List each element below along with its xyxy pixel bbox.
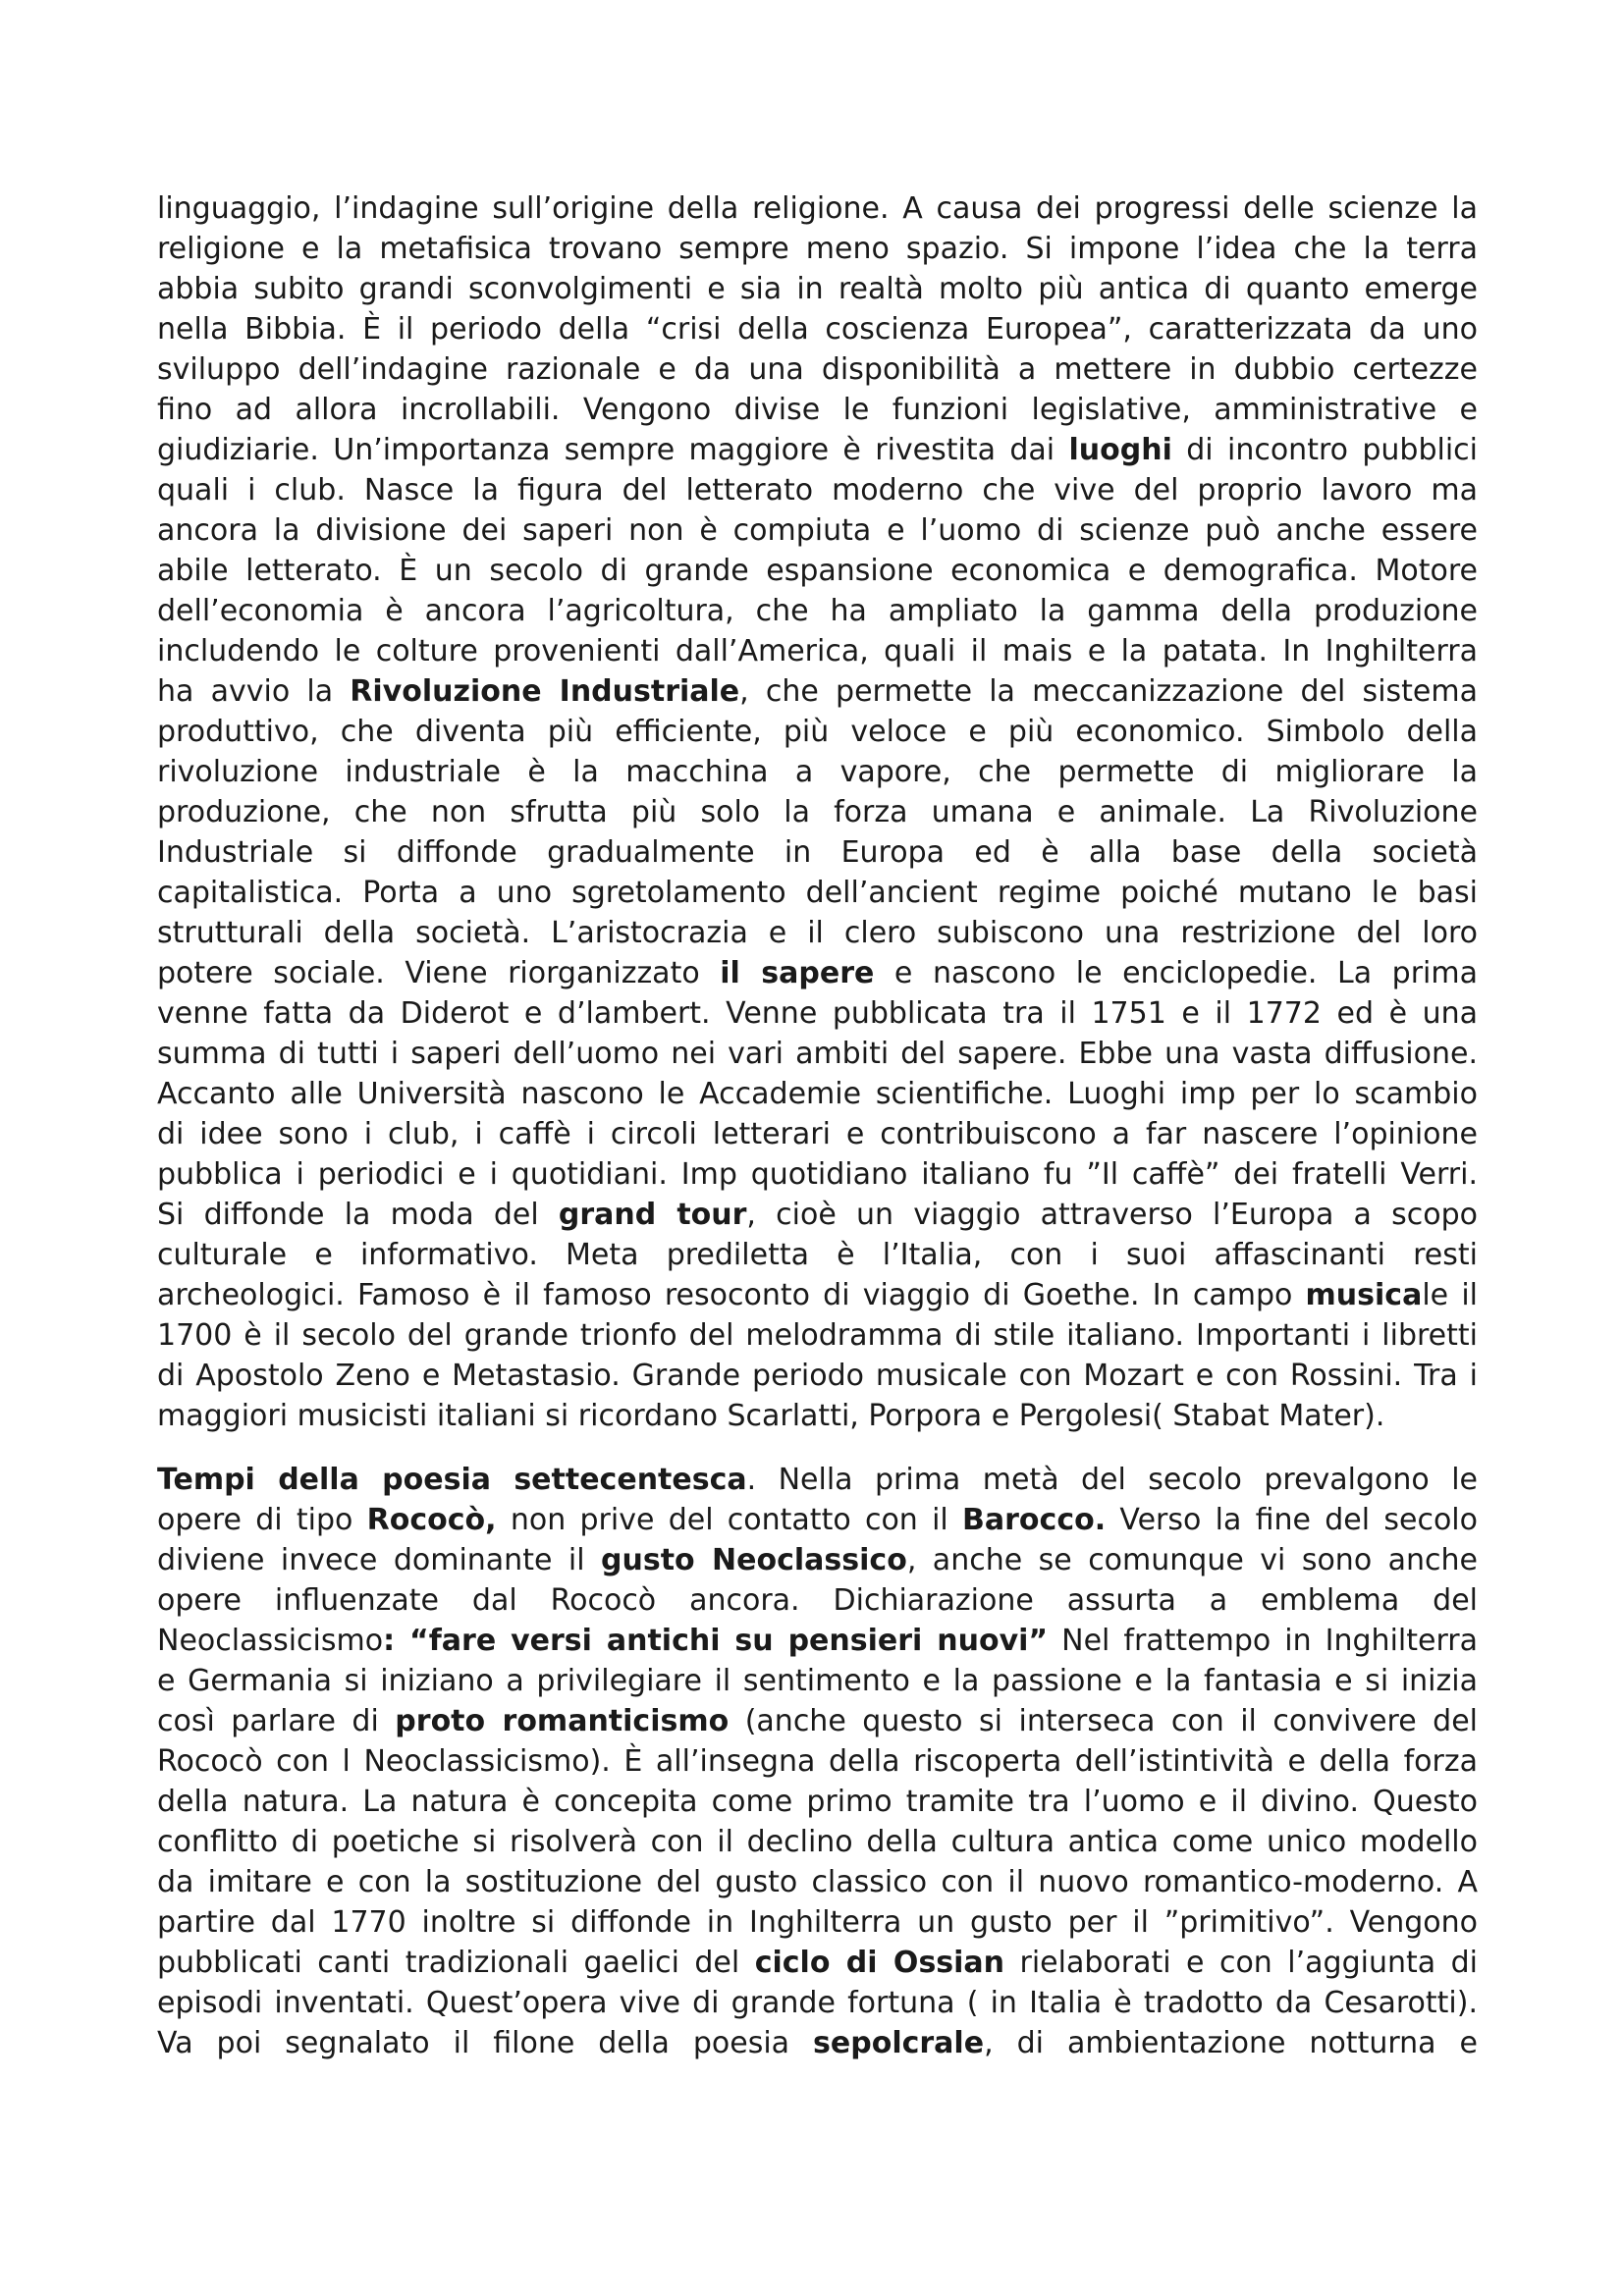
text-run: (anche questo si interseca con il convivere del (729, 1704, 1478, 1738)
text-run: potere sociale. Viene riorganizzato (157, 956, 721, 990)
text-line (157, 1500, 1478, 1540)
text-run: 1700 è il secolo del grande trionfo del melodramma di stile italiano. Importanti i libretti (157, 1318, 1478, 1353)
text-line (157, 873, 1478, 913)
text-run: abile letterato. È un secolo di grande espansione economica e demografica. Motore (157, 554, 1478, 588)
text-line (157, 993, 1478, 1034)
bold-text: Tempi della poesia settecentesca (157, 1463, 747, 1497)
text-run: di Apostolo Zeno e Metastasio. Grande periodo musicale con Mozart e con Rossini. Tra i (157, 1359, 1478, 1393)
text-run: così parlare di (157, 1704, 396, 1738)
text-run: summa di tutti i saperi dell’uomo nei vari ambiti del sapere. Ebbe una vasta diffusione. (157, 1037, 1478, 1071)
text-line (157, 188, 1478, 229)
text-line (157, 752, 1478, 792)
text-line (157, 1701, 1478, 1741)
text-run: Rococò con l Neoclassicismo). È all’insegna della riscoperta dell’istintività e della forza (157, 1744, 1478, 1779)
text-line (157, 1580, 1478, 1621)
text-line (157, 1983, 1478, 2023)
text-run: ha avvio la (157, 674, 351, 709)
text-line (157, 792, 1478, 832)
text-run: non prive del contatto con il (496, 1503, 963, 1537)
text-line (157, 1195, 1478, 1235)
text-run: sviluppo dell’indagine razionale e da una disponibilità a mettere in dubbio certezze (157, 352, 1478, 387)
text-line (157, 269, 1478, 309)
text-line (157, 349, 1478, 390)
bold-text: sepolcrale (813, 2026, 985, 2060)
text-line (157, 1902, 1478, 1943)
text-line (157, 1235, 1478, 1275)
text-run: , cioè un viaggio attraverso l’Europa a scopo (746, 1198, 1478, 1232)
bold-text: musica (1305, 1278, 1423, 1312)
text-run: , di ambientazione notturna e (984, 2026, 1478, 2060)
text-run: di idee sono i club, i caffè i circoli letterari e contribuiscono a far nascere l’opinione (157, 1117, 1478, 1151)
text-line (157, 1943, 1478, 1983)
text-run: giudiziarie. Un’importanza sempre maggiore è rivestita dai (157, 433, 1069, 467)
text-run: , anche se comunque vi sono anche (906, 1543, 1478, 1577)
text-run: capitalistica. Porta a uno sgretolamento dell’ancient regime poiché mutano le basi (157, 876, 1478, 910)
text-run: rielaborati e con l’aggiunta di (1004, 1946, 1478, 1980)
text-run: conflitto di poetiche si risolverà con il declino della cultura antica come unico modello (157, 1825, 1478, 1859)
paragraph-eighteenth-century-poetry (157, 1460, 1478, 2063)
text-run: Va poi segnalato il filone della poesia (157, 2026, 814, 2060)
text-run: di incontro pubblici (1171, 433, 1478, 467)
text-run: e Germania si iniziano a privilegiare il sentimento e la passione e la fantasia e si inizia (157, 1664, 1478, 1698)
text-line (157, 1621, 1478, 1661)
text-line (157, 1034, 1478, 1074)
bold-text: grand tour (558, 1198, 747, 1232)
text-run: Nel frattempo in Inghilterra (1048, 1624, 1478, 1658)
text-line (157, 2023, 1478, 2063)
text-line (157, 470, 1478, 510)
bold-text: Barocco. (962, 1503, 1107, 1537)
text-run: strutturali della società. L’aristocrazia e il clero subiscono una restrizione del loro (157, 916, 1478, 950)
text-run: opere influenzate dal Rococò ancora. Dichiarazione assurta a emblema del (157, 1583, 1478, 1618)
text-line (157, 832, 1478, 873)
text-run: pubblicati canti tradizionali gaelici del (157, 1946, 755, 1980)
text-line (157, 510, 1478, 551)
text-line (157, 1275, 1478, 1315)
text-line (157, 430, 1478, 470)
text-line (157, 551, 1478, 591)
text-run: produttivo, che diventa più efficiente, più veloce e più economico. Simbolo della (157, 715, 1478, 749)
text-run: culturale e informativo. Meta prediletta è l’Italia, con i suoi affascinanti resti (157, 1238, 1478, 1272)
text-line (157, 953, 1478, 993)
text-run: pubblica i periodici e i quotidiani. Imp quotidiano italiano fu ”Il caffè” dei fratelli Verri. (157, 1157, 1478, 1192)
bold-text: gusto Neoclassico (601, 1543, 907, 1577)
text-run: episodi inventati. Quest’opera vive di grande fortuna ( in Italia è tradotto da Cesarotti). (157, 1986, 1478, 2020)
text-line (157, 309, 1478, 349)
bold-text: : “fare versi antichi su pensieri nuovi” (383, 1624, 1049, 1658)
text-line (157, 1862, 1478, 1902)
text-line (157, 1356, 1478, 1396)
bold-text: il sapere (720, 956, 875, 990)
text-run: nella Bibbia. È il periodo della “crisi della coscienza Europea”, caratterizzata da uno (157, 312, 1478, 347)
text-run: Si diffonde la moda del (157, 1198, 559, 1232)
text-line (157, 671, 1478, 712)
text-line (157, 1782, 1478, 1822)
text-run: abbia subito grandi sconvolgimenti e sia in realtà molto più antica di quanto emerge (157, 272, 1478, 306)
bold-text: Rococò, (366, 1503, 497, 1537)
text-run: della natura. La natura è concepita come primo tramite tra l’uomo e il divino. Questo (157, 1785, 1478, 1819)
text-run: produzione, che non sfrutta più solo la forza umana e animale. La Rivoluzione (157, 795, 1478, 829)
text-line (157, 1396, 1478, 1436)
text-run: archeologici. Famoso è il famoso resoconto di viaggio di Goethe. In campo (157, 1278, 1306, 1312)
text-line (157, 1074, 1478, 1114)
text-run: linguaggio, l’indagine sull’origine della religione. A causa dei progressi delle scienze la (157, 191, 1478, 226)
text-run: , che permette la meccanizzazione del sistema (739, 674, 1478, 709)
text-run: Industriale si diffonde gradualmente in Europa ed è alla base della società (157, 835, 1478, 870)
text-line (157, 631, 1478, 671)
text-run: includendo le colture provenienti dall’America, quali il mais e la patata. In Inghilterra (157, 634, 1478, 668)
text-run: partire dal 1770 inoltre si diffonde in Inghilterra un gusto per il ”primitivo”. Vengono (157, 1905, 1478, 1940)
text-line (157, 712, 1478, 752)
text-line (157, 591, 1478, 631)
bold-text: luoghi (1068, 433, 1172, 467)
text-run: . Nella prima metà del secolo prevalgono le (746, 1463, 1478, 1497)
text-run: Accanto alle Università nascono le Accademie scientifiche. Luoghi imp per lo scambio (157, 1077, 1478, 1111)
text-run: da imitare e con la sostituzione del gusto classico con il nuovo romantico-moderno. A (157, 1865, 1478, 1899)
text-run: venne fatta da Diderot e d’lambert. Venne pubblicata tra il 1751 e il 1772 ed è una (157, 996, 1478, 1031)
text-line (157, 1460, 1478, 1500)
paragraph-history-eighteenth-century (157, 188, 1478, 1436)
text-line (157, 1114, 1478, 1154)
text-run: e nascono le enciclopedie. La prima (874, 956, 1478, 990)
text-run: fino ad allora incrollabili. Vengono divise le funzioni legislative, amministrative e (157, 393, 1478, 427)
text-line (157, 1822, 1478, 1862)
text-line (157, 1154, 1478, 1195)
text-line (157, 1661, 1478, 1701)
text-line (157, 1315, 1478, 1356)
text-line (157, 229, 1478, 269)
text-run: le il (1422, 1278, 1478, 1312)
text-run: Verso la fine del secolo (1106, 1503, 1478, 1537)
text-run: maggiori musicisti italiani si ricordano Scarlatti, Porpora e Pergolesi( Stabat Mater). (157, 1399, 1385, 1433)
text-line (157, 390, 1478, 430)
text-run: dell’economia è ancora l’agricoltura, che ha ampliato la gamma della produzione (157, 594, 1478, 628)
text-run: religione e la metafisica trovano sempre meno spazio. Si impone l’idea che la terra (157, 232, 1478, 266)
text-run: diviene invece dominante il (157, 1543, 602, 1577)
text-run: rivoluzione industriale è la macchina a vapore, che permette di migliorare la (157, 755, 1478, 789)
bold-text: ciclo di Ossian (754, 1946, 1005, 1980)
text-line (157, 913, 1478, 953)
text-run: ancora la divisione dei saperi non è compiuta e l’uomo di scienze può anche essere (157, 513, 1478, 548)
text-run: opere di tipo (157, 1503, 367, 1537)
bold-text: proto romanticismo (395, 1704, 730, 1738)
text-line (157, 1741, 1478, 1782)
bold-text: Rivoluzione Industriale (350, 674, 740, 709)
text-run: quali i club. Nasce la figura del letterato moderno che vive del proprio lavoro ma (157, 473, 1478, 507)
text-run: Neoclassicismo (157, 1624, 384, 1658)
text-line (157, 1540, 1478, 1580)
